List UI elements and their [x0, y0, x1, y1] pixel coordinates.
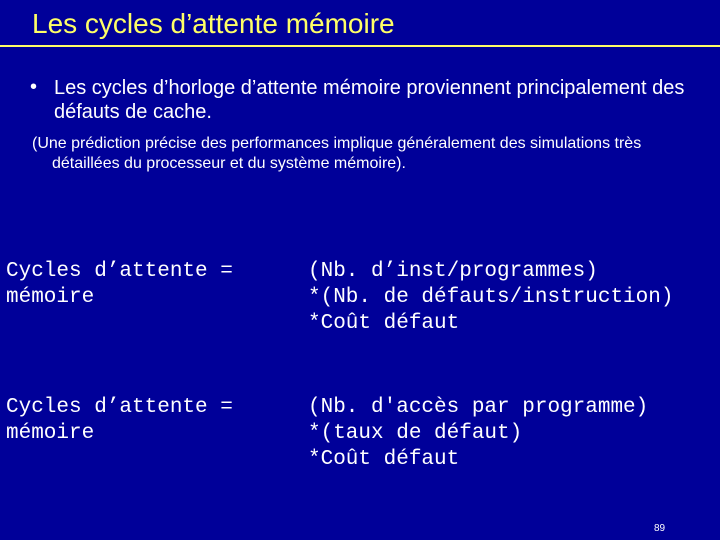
title-underline: [0, 45, 720, 47]
formula-rhs: (Nb. d’inst/programmes) *(Nb. de défauts/instruction) *Coût défaut: [308, 260, 674, 335]
bullet-text: Les cycles d’horloge d’attente mémoire proviennent principalement des défauts de cache.: [54, 77, 685, 123]
formula-lhs: Cycles d’attente = mémoire: [6, 260, 233, 309]
slide-title: Les cycles d’attente mémoire: [32, 8, 395, 39]
formula-rhs: (Nb. d'accès par programme) *(taux de défaut) *Coût défaut: [308, 396, 649, 471]
page-number: 89: [654, 523, 666, 534]
formula-lhs: Cycles d’attente = mémoire: [6, 396, 233, 445]
bullet-marker: •: [30, 76, 38, 98]
note-text: (Une prédiction précise des performances implique généralement des simulations très détaillées du processeur et du système mémoire).: [32, 135, 642, 172]
formula-acces-taux: [6, 395, 720, 475]
formula-inst-defauts: [6, 259, 720, 339]
